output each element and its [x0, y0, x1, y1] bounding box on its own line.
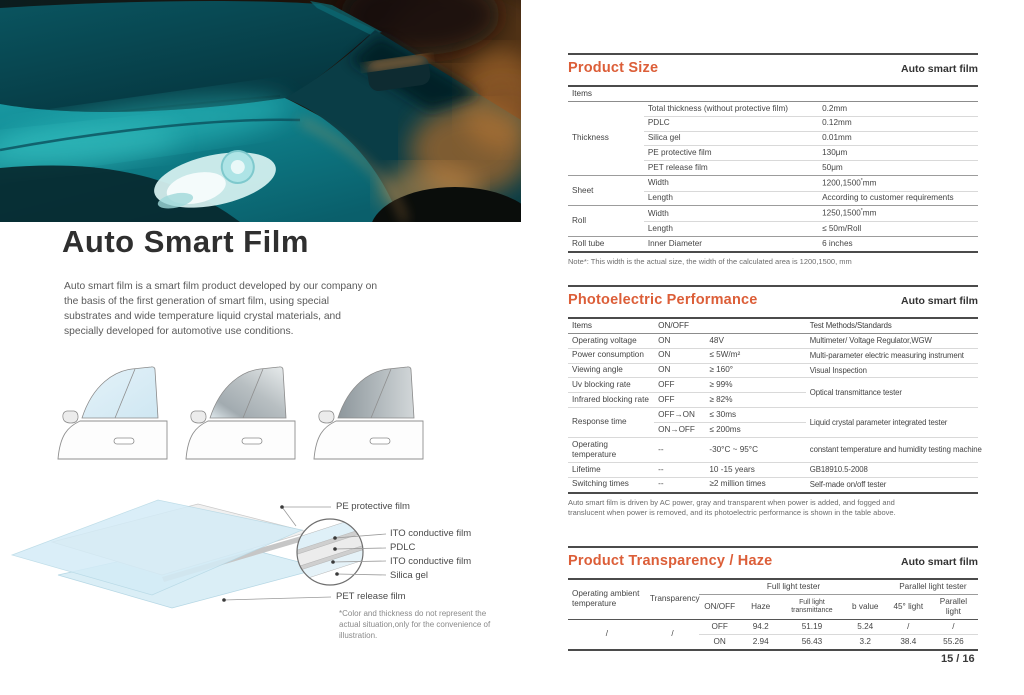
table-row — [568, 477, 978, 492]
table-row — [568, 333, 978, 348]
table-row — [568, 363, 978, 378]
section-divider — [568, 285, 978, 287]
items-header-cell: Items — [568, 86, 978, 101]
item-cell: Power consumption — [568, 348, 654, 363]
item-cell: Width — [644, 176, 818, 192]
method-cell: Multi-parameter electric measuring instrument — [806, 348, 978, 363]
section-transparency — [568, 546, 978, 651]
car-photo-image — [0, 0, 521, 222]
item-cell: Length — [644, 222, 818, 237]
ambient-temp-value-cell: / — [568, 619, 646, 649]
label-ito-conductive-film-top: ITO conductive film — [390, 528, 472, 539]
data-cell: 5.24 — [843, 619, 888, 634]
mode-cell: -- — [654, 437, 705, 462]
section-tag: Auto smart film — [900, 63, 978, 75]
mode-cell: ON — [654, 333, 705, 348]
item-cell: PDLC — [644, 116, 818, 131]
item-cell: PE protective film — [644, 146, 818, 161]
value-cell: 10 -15 years — [705, 462, 805, 477]
label-silica-gel: Silica gel — [390, 570, 429, 581]
transparency-table — [568, 578, 978, 651]
illustration-disclaimer-note: *Color and thickness do not represent the actual situation,only for the convenience of illustration. — [339, 609, 491, 641]
group-label-cell: Sheet — [568, 176, 644, 206]
value-cell: ≥ 160° — [705, 363, 805, 378]
method-cell: GB18910.5-2008 — [806, 462, 978, 477]
page-number: 15 / 16 — [941, 653, 975, 665]
subheader-cell: Haze — [740, 594, 781, 619]
ambient-temp-header-cell: Operating ambient temperature — [568, 579, 646, 619]
table-row — [568, 101, 978, 116]
table-row — [568, 408, 978, 423]
item-cell: Infrared blocking rate — [568, 393, 654, 408]
mode-cell: ON→OFF — [654, 422, 705, 437]
parallel-light-tester-group-cell: Parallel light tester — [888, 579, 978, 594]
value-cell: ≥2 million times — [705, 477, 805, 492]
value-cell: ≤ 50m/Roll — [818, 222, 978, 237]
product-size-table — [568, 85, 978, 253]
transparency-header-cell: Transparency — [646, 579, 699, 619]
item-cell: Switching times — [568, 477, 654, 492]
value-cell: ≤ 5W/m² — [705, 348, 805, 363]
table-row — [568, 206, 978, 222]
section-photoelectric — [568, 285, 982, 519]
data-cell: 55.26 — [929, 634, 978, 649]
section-title-product-size: Product Size — [568, 60, 659, 76]
section-title-transparency: Product Transparency / Haze — [568, 553, 773, 569]
mode-cell: OFF→ON — [654, 408, 705, 423]
section-divider — [568, 546, 978, 548]
photoelectric-note: Auto smart film is driven by AC power, gray and transparent when power is added, and fogged and translucent when power is removed, and its photoelectric performance is shown in the table above. — [568, 497, 896, 518]
value-cell: 130μm — [818, 146, 978, 161]
onoff-header-cell: ON/OFF — [654, 318, 705, 333]
mode-cell: OFF — [654, 378, 705, 393]
table-row — [568, 437, 978, 462]
subheader-cell: ON/OFF — [699, 594, 740, 619]
subheader-cell: b value — [843, 594, 888, 619]
window-transition — [186, 367, 295, 459]
item-cell: Uv blocking rate — [568, 378, 654, 393]
item-cell: Operating temperature — [568, 437, 654, 462]
item-cell: Silica gel — [644, 131, 818, 146]
value-cell: 1200,1500*mm — [818, 176, 978, 192]
methods-header-cell: Test Methods/Standards — [806, 318, 978, 333]
group-label-cell: Roll tube — [568, 236, 644, 251]
table-row — [568, 236, 978, 251]
value-cell: -30°C ~ 95°C — [705, 437, 805, 462]
section-tag: Auto smart film — [900, 295, 978, 307]
section-title-photoelectric: Photoelectric Performance — [568, 292, 758, 308]
section-product-size — [568, 53, 978, 268]
section-tag: Auto smart film — [900, 556, 978, 568]
data-cell: / — [888, 619, 929, 634]
table-row — [568, 176, 978, 192]
item-cell: Response time — [568, 408, 654, 438]
method-cell: Liquid crystal parameter integrated tester — [806, 408, 978, 438]
item-cell: Viewing angle — [568, 363, 654, 378]
item-cell: Total thickness (without protective film) — [644, 101, 818, 116]
data-cell: 51.19 — [781, 619, 843, 634]
product-size-note: Note*: This width is the actual size, the width of the calculated area is 1200,1500, mm — [568, 256, 852, 266]
full-light-tester-group-cell: Full light tester — [699, 579, 888, 594]
data-cell: 38.4 — [888, 634, 929, 649]
label-ito-conductive-film-bottom: ITO conductive film — [390, 556, 472, 567]
subheader-cell: Full light transmittance — [781, 594, 843, 619]
items-header-cell: Items — [568, 318, 654, 333]
mode-cell: OFF — [654, 393, 705, 408]
data-cell: 94.2 — [740, 619, 781, 634]
value-cell: 50μm — [818, 161, 978, 176]
item-cell: PET release film — [644, 161, 818, 176]
value-cell: ≥ 99% — [705, 378, 805, 393]
item-cell: Width — [644, 206, 818, 222]
mode-cell: -- — [654, 477, 705, 492]
label-pe-protective-film: PE protective film — [336, 501, 410, 512]
value-cell: According to customer requirements — [818, 191, 978, 206]
value-cell: 48V — [705, 333, 805, 348]
method-cell: Self-made on/off tester — [806, 477, 978, 492]
value-cell: 0.12mm — [818, 116, 978, 131]
data-cell: OFF — [699, 619, 740, 634]
value-cell: 0.01mm — [818, 131, 978, 146]
item-cell: Lifetime — [568, 462, 654, 477]
table-row — [568, 348, 978, 363]
item-cell: Length — [644, 191, 818, 206]
mode-cell: -- — [654, 462, 705, 477]
method-cell: Visual Inspection — [806, 363, 978, 378]
method-cell: constant temperature and humidity testing machine — [806, 437, 978, 462]
value-cell: ≥ 82% — [705, 393, 805, 408]
subheader-cell: Parallel light — [929, 594, 978, 619]
value-header-cell — [705, 318, 805, 333]
data-cell: 2.94 — [740, 634, 781, 649]
label-pet-release-film: PET release film — [336, 591, 406, 602]
item-cell: Operating voltage — [568, 333, 654, 348]
window-transparent — [58, 367, 167, 459]
product-description: Auto smart film is a smart film product developed by our company on the basis of the first generation of smart film, using special substrates and wide temperature liquid crystal materials, and specially developed for automotive use conditions. — [64, 281, 378, 337]
value-cell: 1250,1500*mm — [818, 206, 978, 222]
photoelectric-table — [568, 317, 982, 494]
data-cell: 56.43 — [781, 634, 843, 649]
value-cell: 0.2mm — [818, 101, 978, 116]
mode-cell: ON — [654, 363, 705, 378]
window-states-diagram — [52, 358, 432, 466]
method-cell: Optical transmittance tester — [806, 378, 978, 408]
subheader-cell: 45° light — [888, 594, 929, 619]
table-row — [568, 462, 978, 477]
value-cell: ≤ 30ms — [705, 408, 805, 423]
method-cell: Multimeter/ Voltage Regulator,WGW — [806, 333, 978, 348]
group-label-cell: Thickness — [568, 101, 644, 175]
section-divider — [568, 53, 978, 55]
data-cell: / — [929, 619, 978, 634]
data-cell: 3.2 — [843, 634, 888, 649]
table-row — [568, 378, 978, 393]
page-title: Auto Smart Film — [62, 224, 309, 259]
item-cell: Inner Diameter — [644, 236, 818, 251]
label-pdlc: PDLC — [390, 542, 416, 553]
data-cell: ON — [699, 634, 740, 649]
value-cell: ≤ 200ms — [705, 422, 805, 437]
value-cell: 6 inches — [818, 236, 978, 251]
transparency-value-cell: / — [646, 619, 699, 649]
mode-cell: ON — [654, 348, 705, 363]
table-row — [568, 619, 978, 634]
window-frosted — [314, 367, 423, 459]
group-label-cell: Roll — [568, 206, 644, 236]
